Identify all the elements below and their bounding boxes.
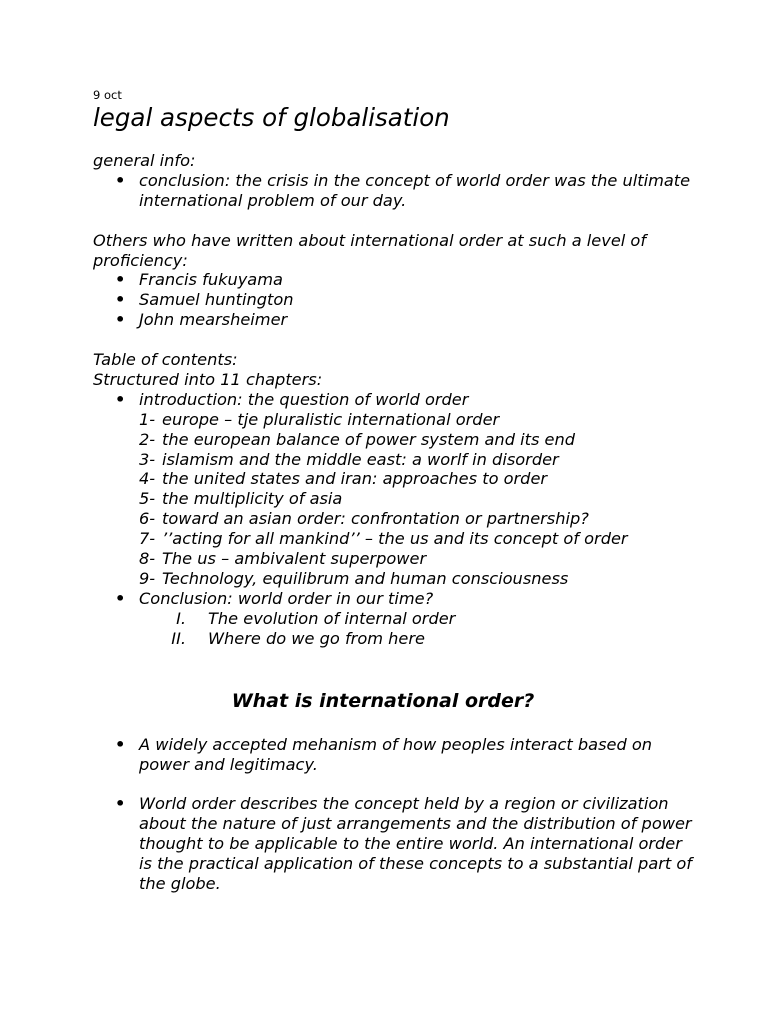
author-name: Francis fukuyama: [139, 270, 283, 290]
chapter-number: 7-: [139, 529, 156, 549]
list-item: [93, 735, 693, 775]
chapter-item: [139, 529, 693, 549]
roman-numeral: I.: [176, 608, 186, 628]
list-item: [93, 390, 693, 410]
document-page: [93, 88, 693, 894]
sub-item-text: The evolution of internal order: [208, 608, 456, 628]
author-name: Samuel huntington: [139, 290, 294, 310]
chapter-title: the european balance of power system and its end: [162, 429, 576, 449]
chapter-number: 2-: [139, 429, 156, 449]
toc-intro-item: introduction: the question of world order: [139, 389, 469, 409]
toc-subtitle: Structured into 11 chapters:: [93, 369, 323, 389]
document-title: legal aspects of globalisation: [93, 103, 450, 132]
chapter-title: the united states and iran: approaches to order: [162, 469, 548, 489]
sub-item: [139, 629, 693, 649]
list-item: [93, 171, 693, 211]
toc-conclusion-list: [93, 589, 693, 609]
chapter-item: [139, 430, 693, 450]
chapter-item: [139, 509, 693, 529]
chapter-number: 6-: [139, 509, 156, 529]
chapter-number: 9-: [139, 569, 156, 588]
chapter-number: 8-: [139, 549, 156, 569]
bullet-icon: •: [115, 290, 126, 310]
chapter-title: the multiplicity of asia: [162, 489, 343, 509]
list-item: [93, 310, 693, 330]
list-item-text: conclusion: the crisis in the concept of world order was the ultimate international problem of our day.: [139, 170, 691, 210]
bullet-icon: •: [115, 734, 126, 754]
bullet-icon: •: [115, 389, 126, 409]
chapter-number: 4-: [139, 469, 156, 489]
definition-list: [93, 735, 693, 775]
definition-text: A widely accepted mehanism of how peoples interact based on power and legitimacy.: [139, 734, 653, 774]
general-info-label: general info:: [93, 151, 196, 170]
bullet-icon: •: [115, 794, 126, 814]
chapter-title: ’’acting for all mankind’’ – the us and its concept of order: [162, 529, 628, 549]
bullet-icon: •: [115, 170, 126, 190]
chapter-list: [93, 410, 693, 589]
toc-label: Table of contents:: [93, 350, 238, 370]
chapter-title: islamism and the middle east: a worlf in disorder: [162, 449, 559, 469]
toc-list: [93, 390, 693, 410]
bullet-icon: •: [115, 588, 126, 608]
chapter-item: [139, 410, 693, 430]
authors-list: [93, 270, 693, 330]
chapter-title: europe – tje pluralistic international order: [162, 409, 500, 429]
definition-text: World order describes the concept held by a region or civilization about the nature of just arrangements and the distribution of power thought to be applicable to the entire world. An international order is the practical application of these concepts to a substantial part of the globe.: [139, 794, 692, 893]
chapter-number: 3-: [139, 449, 156, 469]
others-intro: Others who have written about international order at such a level of proficiency:: [93, 230, 647, 270]
list-item: [93, 290, 693, 310]
sub-item-text: Where do we go from here: [208, 628, 425, 648]
chapter-title: toward an asian order: confrontation or partnership?: [162, 509, 589, 529]
bullet-icon: •: [115, 310, 126, 330]
chapter-number: 1-: [139, 409, 156, 429]
chapter-item: [139, 469, 693, 489]
roman-numeral: II.: [171, 628, 186, 648]
chapter-title: Technology, equilibrum and human consciousness: [162, 569, 569, 588]
chapter-item: [139, 489, 693, 509]
list-item: [93, 589, 693, 609]
toc-conclusion-item: Conclusion: world order in our time?: [139, 588, 434, 608]
author-name: John mearsheimer: [139, 310, 288, 330]
date-label: 9 oct: [93, 88, 122, 102]
chapter-item: [139, 569, 693, 589]
list-item: [93, 794, 693, 894]
sub-item: [139, 609, 693, 629]
list-item: [93, 270, 693, 290]
chapter-title: The us – ambivalent superpower: [162, 549, 427, 569]
definition-list: [93, 794, 693, 894]
conclusion-sublist: [93, 609, 693, 649]
chapter-item: [139, 549, 693, 569]
chapter-number: 5-: [139, 489, 156, 509]
chapter-item: [139, 450, 693, 470]
general-info-list: [93, 171, 693, 211]
section-heading: What is international order?: [231, 689, 535, 712]
bullet-icon: •: [115, 270, 126, 290]
